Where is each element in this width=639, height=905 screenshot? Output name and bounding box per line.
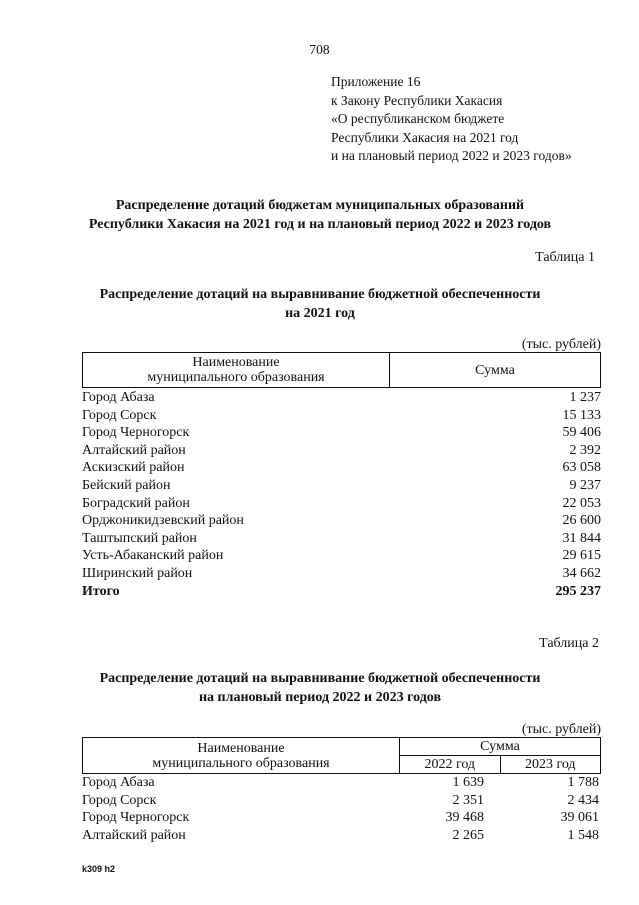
appendix-line: Республики Хакасия на 2021 год	[331, 129, 519, 145]
table-row	[82, 442, 601, 460]
row-name: Город Черногорск	[82, 810, 190, 826]
appendix-line: к Закону Республики Хакасия	[331, 92, 503, 108]
table-row	[82, 774, 599, 792]
total-value: 295 237	[555, 583, 601, 599]
header-year-2022: 2022 год	[400, 756, 501, 774]
row-value: 1 237	[569, 390, 601, 405]
row-value: 2 392	[569, 442, 601, 458]
table2-label: Таблица 2	[539, 636, 599, 651]
row-name: Алтайский район	[82, 442, 186, 458]
footer-code: k309 h2	[82, 864, 116, 874]
table-row	[82, 495, 601, 513]
row-value: 63 058	[562, 460, 601, 476]
row-value: 15 133	[562, 407, 601, 423]
document-title	[30, 196, 610, 234]
table2-title	[30, 669, 610, 707]
table-row	[82, 547, 601, 565]
row-name: Боградский район	[82, 495, 190, 511]
title-line: Распределение дотаций бюджетам муниципальных образований	[115, 198, 525, 213]
table1-label: Таблица 1	[535, 250, 595, 265]
row-value: 26 600	[562, 513, 601, 529]
row-name: Город Черногорск	[82, 425, 190, 441]
appendix-note	[331, 73, 572, 166]
table-row	[82, 792, 599, 810]
table1-units: (тыс. рублей)	[521, 337, 601, 352]
table-row	[82, 530, 601, 548]
total-label: Итого	[82, 583, 120, 599]
title-line: Распределение дотаций на выравнивание бюджетной обеспеченности	[99, 671, 541, 686]
table-row	[82, 389, 601, 407]
row-value-2022: 39 468	[445, 810, 484, 826]
page-number: 708	[309, 42, 330, 57]
row-value: 59 406	[562, 425, 601, 441]
header-text: муниципального образования	[152, 755, 330, 771]
title-line: Республики Хакасия на 2021 год и на плановый период 2022 и 2023 годов	[88, 217, 552, 232]
row-value-2023: 1 788	[567, 775, 599, 790]
row-name: Орджоникидзевский район	[82, 513, 244, 529]
header-name-cell	[83, 738, 400, 774]
row-name: Город Сорск	[82, 792, 157, 808]
row-name: Ширинский район	[82, 566, 193, 581]
header-text: Наименование	[197, 740, 285, 756]
row-name: Алтайский район	[82, 827, 186, 843]
header-year-2023: 2023 год	[500, 756, 601, 774]
appendix-line: «О республиканском бюджете	[331, 111, 505, 126]
table-row	[82, 477, 601, 495]
header-text: Наименование	[192, 355, 280, 370]
row-name: Город Абаза	[82, 390, 155, 405]
title-line: Распределение дотаций на выравнивание бюджетной обеспеченности	[99, 287, 541, 302]
table-row	[82, 459, 601, 477]
header-name-cell	[83, 353, 390, 388]
title-line: на 2021 год	[285, 306, 355, 321]
appendix-line: Приложение 16	[331, 74, 421, 89]
table-row	[82, 512, 601, 530]
row-value-2022: 1 639	[452, 775, 484, 790]
header-sum-cell: Сумма	[390, 353, 601, 388]
row-value-2023: 1 548	[567, 827, 599, 843]
title-line: на плановый период 2022 и 2023 годов	[198, 690, 442, 705]
table1-title	[30, 285, 610, 323]
table-total-row	[82, 583, 601, 601]
row-value: 34 662	[562, 566, 601, 581]
row-name: Усть-Абаканский район	[82, 548, 224, 564]
row-name: Город Сорск	[82, 407, 157, 423]
row-value-2023: 39 061	[560, 810, 599, 826]
row-name: Бейский район	[82, 478, 171, 493]
table2-header	[82, 737, 601, 774]
header-text: муниципального образования	[147, 370, 325, 385]
row-value-2022: 2 351	[452, 792, 484, 808]
row-value: 22 053	[562, 495, 601, 511]
table1-header	[82, 352, 601, 388]
row-name: Город Абаза	[82, 775, 155, 790]
table-row	[82, 809, 599, 827]
row-value: 9 237	[569, 478, 601, 493]
row-name: Таштыпский район	[82, 530, 197, 546]
header-sum-cell: Сумма	[400, 738, 601, 756]
table-row	[82, 407, 601, 425]
table-row	[82, 565, 601, 583]
table-row	[82, 827, 599, 845]
appendix-line: и на плановый период 2022 и 2023 годов»	[331, 148, 572, 163]
row-value-2022: 2 265	[452, 827, 484, 843]
row-value-2023: 2 434	[567, 792, 599, 808]
row-value: 31 844	[562, 530, 601, 546]
row-name: Аскизский район	[82, 460, 185, 476]
row-value: 29 615	[562, 548, 601, 564]
table2-units: (тыс. рублей)	[521, 722, 601, 737]
table-row	[82, 424, 601, 442]
